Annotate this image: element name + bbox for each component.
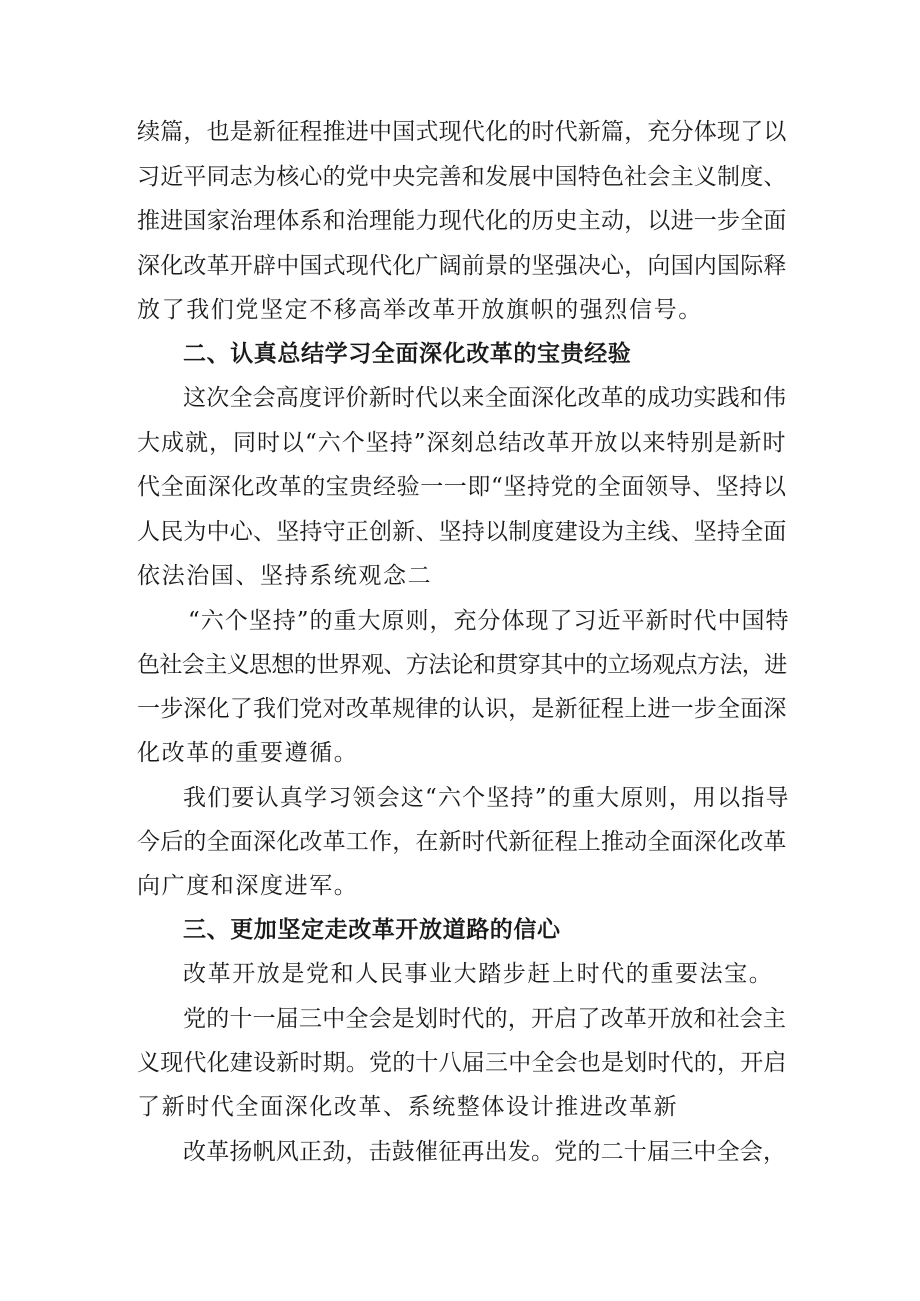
paragraph-line: 这次全会高度评价新时代以来全面深化改革的成功实践和伟 <box>183 385 787 411</box>
paragraph-line: 深化改革开辟中国式现代化广阔前景的坚强决心，向国内国际释 <box>137 253 787 279</box>
paragraph-line: 代全面深化改革的宝贵经验一一即“坚持党的全面领导、坚持以 <box>137 474 787 500</box>
section-heading-3: 三、更加坚定走改革开放道路的信心 <box>183 917 561 943</box>
paragraph-line: 改革扬帆风正劲，击鼓催征再出发。党的二十届三中全会， <box>183 1139 787 1165</box>
paragraph-line: 党的十一届三中全会是划时代的，开启了改革开放和社会主 <box>183 1006 787 1032</box>
paragraph-line: 义现代化建设新时期。党的十八届三中全会也是划时代的，开启 <box>137 1050 787 1076</box>
paragraph-line: 依法治国、坚持系统观念二 <box>137 563 433 589</box>
paragraph-line: 向广度和深度进军。 <box>137 873 359 899</box>
paragraph-line: 一步深化了我们党对改革规律的认识，是新征程上进一步全面深 <box>137 696 787 722</box>
section-heading-2: 二、认真总结学习全面深化改革的宝贵经验 <box>183 341 632 367</box>
paragraph-line: 放了我们党坚定不移高举改革开放旗帜的强烈信号。 <box>137 297 703 323</box>
paragraph-line: 色社会主义思想的世界观、方法论和贯穿其中的立场观点方法，进 <box>137 652 787 678</box>
paragraph-line: 续篇，也是新征程推进中国式现代化的时代新篇，充分体现了以 <box>137 119 787 145</box>
paragraph-line: 习近平同志为核心的党中央完善和发展中国特色社会主义制度、 <box>137 164 787 190</box>
paragraph-line: 人民为中心、坚持守正创新、坚持以制度建设为主线、坚持全面 <box>137 519 787 545</box>
paragraph-line: 我们要认真学习领会这“六个坚持”的重大原则，用以指导 <box>183 785 790 811</box>
paragraph-line: “六个坚持”的重大原则，充分体现了习近平新时代中国特 <box>188 608 790 634</box>
paragraph-line: 今后的全面深化改革工作，在新时代新征程上推动全面深化改革 <box>137 829 787 855</box>
paragraph-line: 了新时代全面深化改革、系统整体设计推进改革新 <box>137 1094 679 1120</box>
paragraph-line: 推进国家治理体系和治理能力现代化的历史主动，以进一步全面 <box>137 208 787 234</box>
paragraph-line: 改革开放是党和人民事业大踏步赶上时代的重要法宝。 <box>183 961 774 987</box>
paragraph-line: 大成就，同时以“六个坚持”深刻总结改革开放以来特别是新时 <box>137 430 787 456</box>
paragraph-line: 化改革的重要遵循。 <box>137 740 359 766</box>
